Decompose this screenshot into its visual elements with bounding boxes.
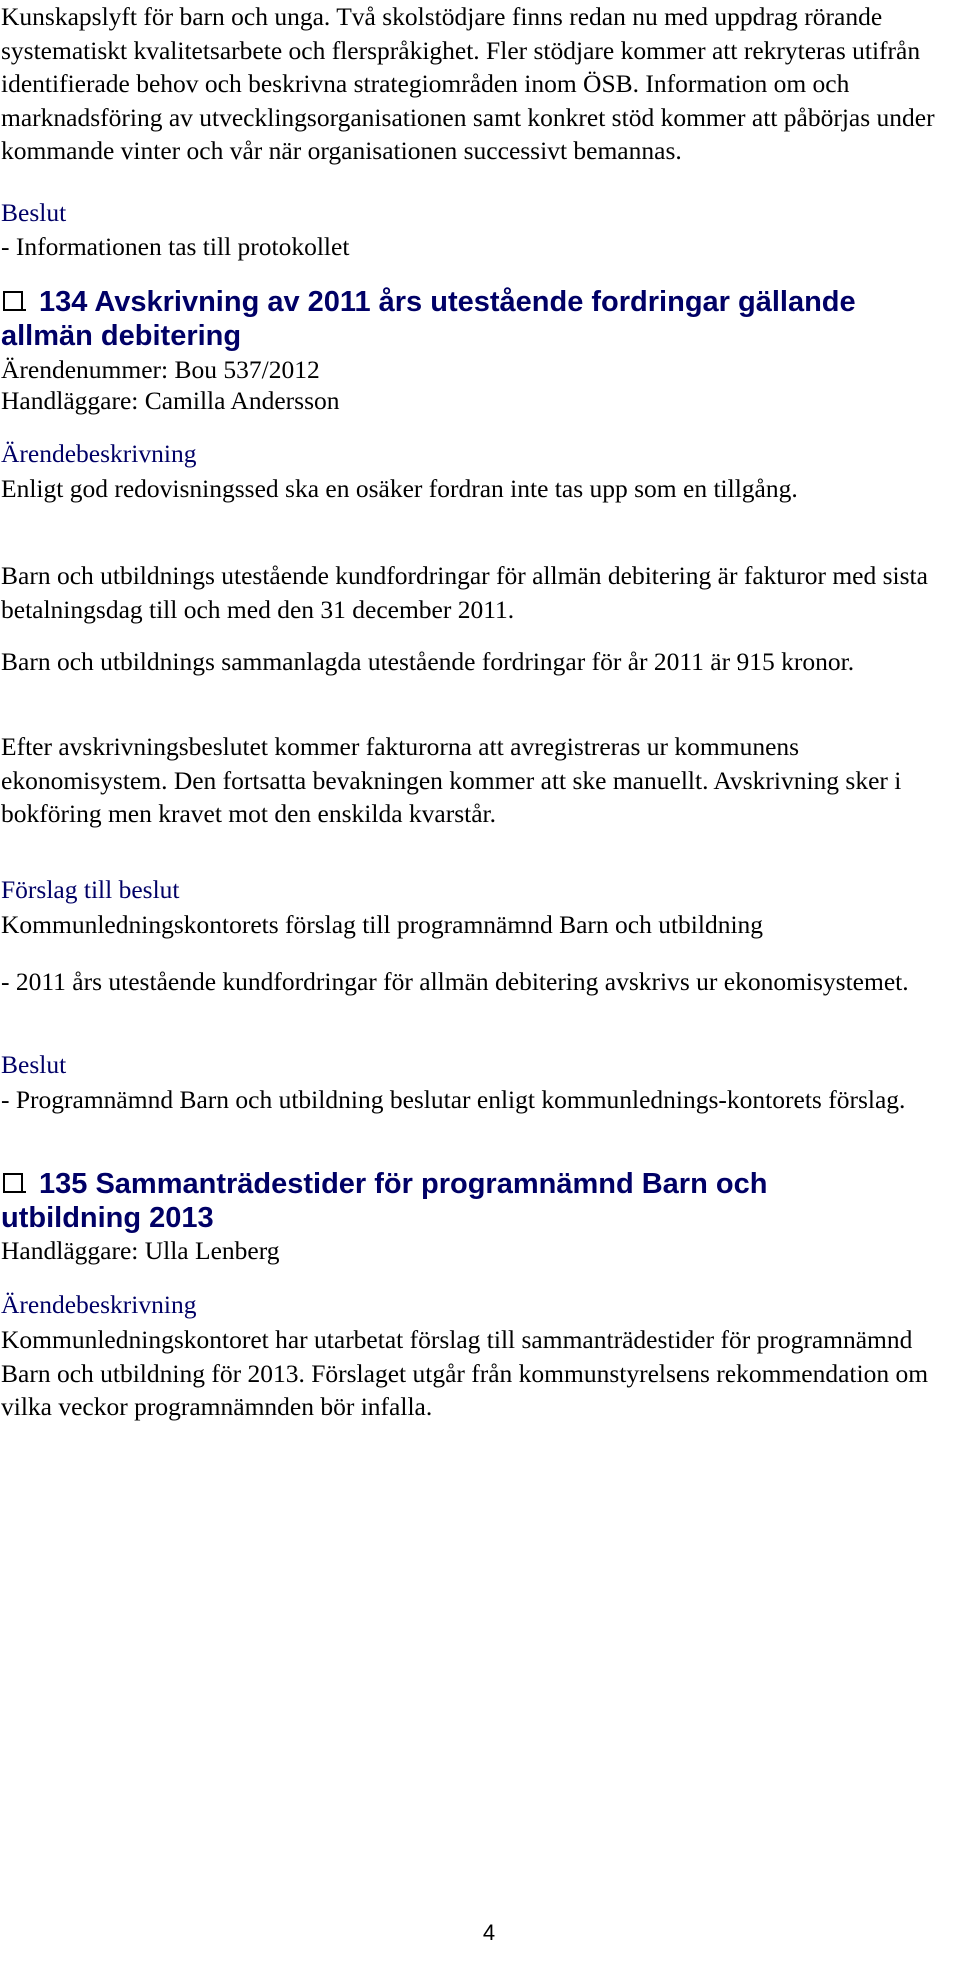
section-135-title: 135 Sammanträdestider för programnämnd Barn och utbildning 2013: [1, 1168, 768, 1234]
paragraph: Barn och utbildnings sammanlagda utestående fordringar för år 2011 är 915 kronor.: [1, 647, 855, 676]
section-134-heading: [1, 285, 901, 353]
decision-text: - Programnämnd Barn och utbildning beslutar enligt kommunlednings-kontorets förslag.: [1, 1085, 906, 1114]
decision-heading: Beslut: [1, 198, 67, 227]
paragraph: Barn och utbildnings utestående kundfordringar för allmän debitering är fakturor med sista betalningsdag till och med den 31 december 2011.: [1, 561, 928, 624]
description-paragraph: Kommunledningskontoret har utarbetat förslag till sammanträdestider för programnämnd Barn och utbildning för 2013. Förslaget utgår från kommunstyrelsens rekommendation om vilka veckor programnämnden bör infalla.: [1, 1325, 929, 1421]
decision-text: - Informationen tas till protokollet: [1, 232, 350, 261]
section-134-title: 134 Avskrivning av 2011 års utestående fordringar gällande allmän debitering: [1, 286, 856, 352]
page-number: 4: [482, 1920, 496, 1945]
case-number: Ärendenummer: Bou 537/2012: [1, 355, 320, 384]
intro-paragraph: Kunskapslyft för barn och unga. Två skolstödjare finns redan nu med uppdrag rörande systematiskt kvalitetsarbete och flerspråkighet. Fler stödjare kommer att rekryteras utifrån identifierade behov och beskrivna strategiområden inom ÖSB. Information om och marknadsföring av utvecklingsorganisationen samt konkret stöd kommer att påbörjas under kommande vinter och vår när organisationen successivt bemannas.: [1, 2, 935, 165]
square-bullet-icon: [1, 285, 31, 319]
proposal-intro: Kommunledningskontorets förslag till programnämnd Barn och utbildning: [1, 910, 764, 939]
decision-heading: Beslut: [1, 1050, 67, 1079]
proposal-item: - 2011 års utestående kundfordringar för allmän debitering avskrivs ur ekonomisystemet.: [1, 967, 909, 996]
paragraph: Efter avskrivningsbeslutet kommer fakturorna att avregistreras ur kommunens ekonomisystem. Den fortsatta bevakningen kommer att ske manuellt. Avskrivning sker i bokföring men kravet mot den enskilda kvarstår.: [1, 732, 902, 828]
handler: Handläggare: Ulla Lenberg: [1, 1236, 280, 1265]
handler: Handläggare: Camilla Andersson: [1, 386, 340, 415]
proposal-heading: Förslag till beslut: [1, 875, 180, 904]
square-bullet-icon: [1, 1167, 31, 1201]
section-135-heading: [1, 1167, 901, 1235]
description-heading: Ärendebeskrivning: [1, 1290, 197, 1319]
description-heading: Ärendebeskrivning: [1, 439, 197, 468]
paragraph: Enligt god redovisningssed ska en osäker fordran inte tas upp som en tillgång.: [1, 474, 798, 503]
